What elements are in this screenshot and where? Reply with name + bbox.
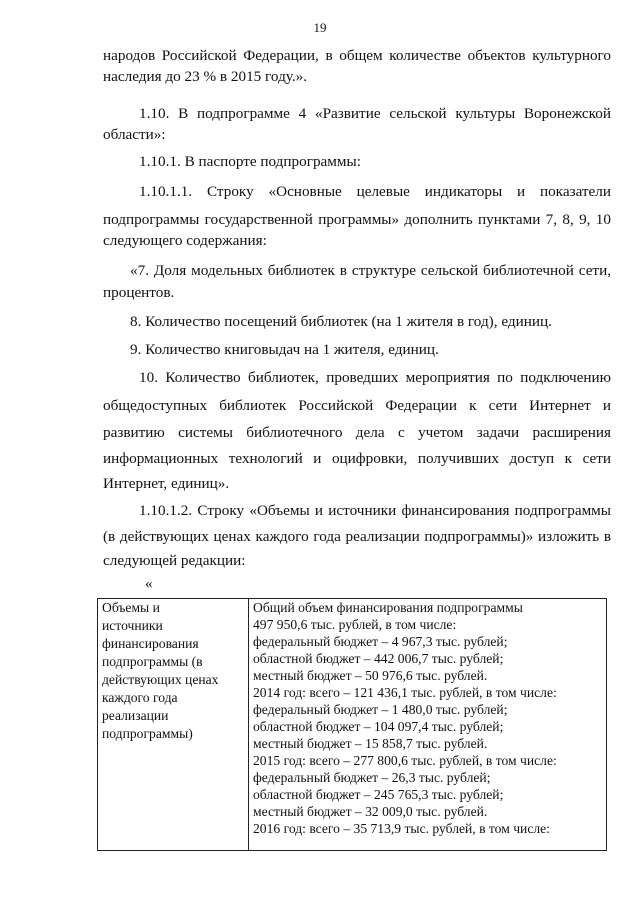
text-line: «7. Доля модельных библиотек в структуре сельской библиотечной сети, [130,262,611,279]
text-line: процентов. [103,284,175,301]
text-line: 1.10. В подпрограмме 4 «Развитие сельской культуры Воронежской [139,105,611,122]
content-line: областной бюджет – 245 765,3 тыс. рублей; [253,787,504,802]
page-number: 19 [313,20,327,35]
text-line: подпрограммы государственной программы» дополнить пунктами 7, 8, 9, 10 [103,211,611,228]
content-line: 2014 год: всего – 121 436,1 тыс. рублей, в том числе: [253,685,557,700]
label-line: реализации [102,708,169,723]
content-line: 2015 год: всего – 277 800,6 тыс. рублей, в том числе: [253,753,557,768]
content-line: Общий объем финансирования подпрограммы [253,600,523,615]
content-cell [249,599,607,851]
content-line: 2016 год: всего – 35 713,9 тыс. рублей, в том числе: [253,821,550,836]
text-line: следующей редакции: [103,552,246,569]
text-line: 1.10.1.1. Строку «Основные целевые индикаторы и показатели [139,183,611,200]
label-line: подпрограммы (в [102,654,203,669]
text-line: развитию системы библиотечного дела с учетом задачи расширения [103,424,611,441]
content-line: областной бюджет – 104 097,4 тыс. рублей; [253,719,504,734]
table-row [98,599,607,851]
label-cell [98,599,249,851]
text-line: области»: [103,126,166,143]
content-line: местный бюджет – 50 976,6 тыс. рублей. [253,668,488,683]
label-line: каждого года [102,690,178,705]
text-line: 10. Количество библиотек, проведших мероприятия по подключению [139,369,611,386]
text-line: 9. Количество книговыдач на 1 жителя, единиц. [130,341,439,358]
text-line: Интернет, единиц». [103,475,230,492]
content-line: 497 950,6 тыс. рублей, в том числе: [253,617,457,632]
label-line: действующих ценах [102,672,219,687]
text-line: следующего содержания: [103,232,267,249]
text-line: наследия до 23 % в 2015 году.». [103,68,308,85]
text-line: 8. Количество посещений библиотек (на 1 жителя в год), единиц. [130,313,552,330]
label-line: источники [102,618,163,633]
content-line: федеральный бюджет – 4 967,3 тыс. рублей; [253,634,508,649]
label-line: Объемы и [102,600,160,615]
content-line: федеральный бюджет – 26,3 тыс. рублей; [253,770,491,785]
text-line: информационных технологий и оцифровки, получивших доступ к сети [103,450,611,467]
opening-quote: « [145,575,153,592]
text-line: общедоступных библиотек Российской Федерации к сети Интернет и [103,397,611,414]
text-line: 1.10.1. В паспорте подпрограммы: [139,153,361,170]
content-line: федеральный бюджет – 1 480,0 тыс. рублей; [253,702,508,717]
content-line: местный бюджет – 15 858,7 тыс. рублей. [253,736,488,751]
content-line: областной бюджет – 442 006,7 тыс. рублей; [253,651,504,666]
text-line: (в действующих ценах каждого года реализации подпрограммы)» изложить в [103,528,611,545]
funding-table [97,598,607,851]
text-line: 1.10.1.2. Строку «Объемы и источники финансирования подпрограммы [139,502,611,519]
label-line: подпрограммы) [102,726,193,741]
content-line: местный бюджет – 32 009,0 тыс. рублей. [253,804,488,819]
text-line: народов Российской Федерации, в общем количестве объектов культурного [103,47,611,64]
label-line: финансирования [102,636,199,651]
